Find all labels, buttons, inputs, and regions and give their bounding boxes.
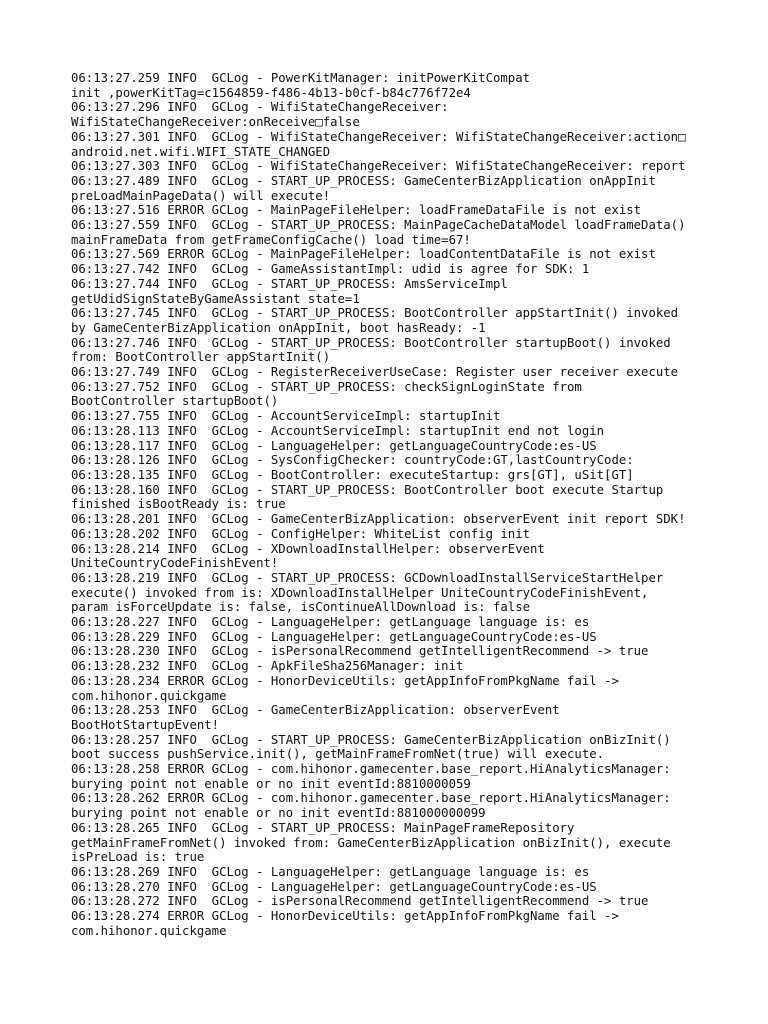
log-line: com.hihonor.quickgame [71, 923, 227, 938]
log-line: WifiStateChangeReceiver:onReceive□false [71, 115, 360, 130]
log-line: 06:13:27.745 INFO GCLog - START_UP_PROCESS: BootController appStartInit() invoked [71, 306, 679, 321]
log-line: 06:13:28.227 INFO GCLog - LanguageHelper: getLanguage language is: es [71, 615, 590, 630]
log-line: 06:13:27.296 INFO GCLog - WifiStateChangeReceiver: [71, 100, 449, 115]
log-line: 06:13:28.160 INFO GCLog - START_UP_PROCESS: BootController boot execute Startup [71, 482, 664, 497]
log-line: 06:13:28.269 INFO GCLog - LanguageHelper: getLanguage language is: es [71, 864, 590, 879]
log-line: BootController startupBoot() [71, 394, 279, 409]
log-line: 06:13:28.272 INFO GCLog - isPersonalRecommend getIntelligentRecommend -> true [71, 894, 649, 909]
log-line: getUdidSignStateByGameAssistant state=1 [71, 291, 360, 306]
log-line: BootHotStartupEvent! [71, 717, 220, 732]
log-line: 06:13:27.746 INFO GCLog - START_UP_PROCESS: BootController startupBoot() invoked [71, 335, 671, 350]
log-line: finished isBootReady is: true [71, 497, 286, 512]
log-line: 06:13:27.559 INFO GCLog - START_UP_PROCESS: MainPageCacheDataModel loadFrameData() [71, 218, 686, 233]
log-line: preLoadMainPageData() will execute! [71, 188, 331, 203]
log-line: 06:13:28.229 INFO GCLog - LanguageHelper: getLanguageCountryCode:es-US [71, 629, 597, 644]
log-line: 06:13:28.219 INFO GCLog - START_UP_PROCESS: GCDownloadInstallServiceStartHelper [71, 570, 664, 585]
log-line: 06:13:28.117 INFO GCLog - LanguageHelper: getLanguageCountryCode:es-US [71, 438, 597, 453]
log-line: 06:13:27.749 INFO GCLog - RegisterReceiverUseCase: Register user receiver execute [71, 365, 679, 380]
log-line: 06:13:27.744 INFO GCLog - START_UP_PROCESS: AmsServiceImpl [71, 276, 508, 291]
log-line: 06:13:27.303 INFO GCLog - WifiStateChangeReceiver: WifiStateChangeReceiver: report [71, 159, 686, 174]
log-line: UniteCountryCodeFinishEvent! [71, 556, 279, 571]
log-line: 06:13:28.253 INFO GCLog - GameCenterBizApplication: observerEvent [71, 703, 560, 718]
log-line: mainFrameData from getFrameConfigCache() load time=67! [71, 232, 471, 247]
log-line: getMainFrameFromNet() invoked from: GameCenterBizApplication onBizInit(), execute [71, 835, 671, 850]
log-line: isPreLoad is: true [71, 850, 205, 865]
log-line: burying point not enable or no init eventId:8810000059 [71, 776, 471, 791]
log-line: 06:13:28.201 INFO GCLog - GameCenterBizApplication: observerEvent init report SDK! [71, 512, 686, 527]
log-line: 06:13:28.232 INFO GCLog - ApkFileSha256Manager: init [71, 659, 464, 674]
log-line: param isForceUpdate is: false, isContinueAllDownload is: false [71, 600, 531, 615]
log-line: 06:13:27.516 ERROR GCLog - MainPageFileHelper: loadFrameDataFile is not exist [71, 203, 642, 218]
log-line: 06:13:27.301 INFO GCLog - WifiStateChangeReceiver: WifiStateChangeReceiver:action□ [71, 129, 686, 144]
log-line: 06:13:27.755 INFO GCLog - AccountServiceImpl: startupInit [71, 409, 501, 424]
log-line: execute() invoked from is: XDownloadInstallHelper UniteCountryCodeFinishEvent, [71, 585, 649, 600]
log-line: 06:13:27.569 ERROR GCLog - MainPageFileHelper: loadContentDataFile is not exist [71, 247, 656, 262]
log-line: android.net.wifi.WIFI_STATE_CHANGED [71, 144, 331, 159]
log-line: boot success pushService.init(), getMainFrameFromNet(true) will execute. [71, 747, 605, 762]
log-text-block [71, 71, 731, 938]
log-line: 06:13:28.257 INFO GCLog - START_UP_PROCESS: GameCenterBizApplication onBizInit() [71, 732, 671, 747]
log-document [71, 71, 731, 938]
log-line: 06:13:28.262 ERROR GCLog - com.hihonor.gamecenter.base_report.HiAnalyticsManager: [71, 791, 671, 806]
log-line: 06:13:27.489 INFO GCLog - START_UP_PROCESS: GameCenterBizApplication onAppInit [71, 173, 656, 188]
log-line: 06:13:28.230 INFO GCLog - isPersonalRecommend getIntelligentRecommend -> true [71, 644, 649, 659]
log-line: burying point not enable or no init eventId:881000000099 [71, 806, 486, 821]
log-line: 06:13:28.126 INFO GCLog - SysConfigChecker: countryCode:GT,lastCountryCode: [71, 453, 634, 468]
log-line: com.hihonor.quickgame [71, 688, 227, 703]
log-line: 06:13:28.202 INFO GCLog - ConfigHelper: WhiteList config init [71, 526, 531, 541]
log-line: 06:13:27.742 INFO GCLog - GameAssistantImpl: udid is agree for SDK: 1 [71, 262, 590, 277]
log-line: from: BootController appStartInit() [71, 350, 331, 365]
log-line: 06:13:28.258 ERROR GCLog - com.hihonor.gamecenter.base_report.HiAnalyticsManager: [71, 762, 671, 777]
log-line: 06:13:27.259 INFO GCLog - PowerKitManager: initPowerKitCompat [71, 71, 531, 85]
log-line: 06:13:27.752 INFO GCLog - START_UP_PROCESS: checkSignLoginState from [71, 379, 582, 394]
log-line: init ,powerKitTag=c1564859-f486-4b13-b0cf-b84c776f72e4 [71, 85, 471, 100]
log-line: 06:13:28.234 ERROR GCLog - HonorDeviceUtils: getAppInfoFromPkgName fail -> [71, 673, 619, 688]
log-line: 06:13:28.265 INFO GCLog - START_UP_PROCESS: MainPageFrameRepository [71, 820, 575, 835]
log-line: by GameCenterBizApplication onAppInit, boot hasReady: -1 [71, 320, 486, 335]
log-line: 06:13:28.270 INFO GCLog - LanguageHelper: getLanguageCountryCode:es-US [71, 879, 597, 894]
log-line: 06:13:28.135 INFO GCLog - BootController: executeStartup: grs[GT], uSit[GT] [71, 467, 634, 482]
log-line: 06:13:28.274 ERROR GCLog - HonorDeviceUtils: getAppInfoFromPkgName fail -> [71, 909, 619, 924]
log-line: 06:13:28.113 INFO GCLog - AccountServiceImpl: startupInit end not login [71, 423, 605, 438]
log-line: 06:13:28.214 INFO GCLog - XDownloadInstallHelper: observerEvent [71, 541, 545, 556]
